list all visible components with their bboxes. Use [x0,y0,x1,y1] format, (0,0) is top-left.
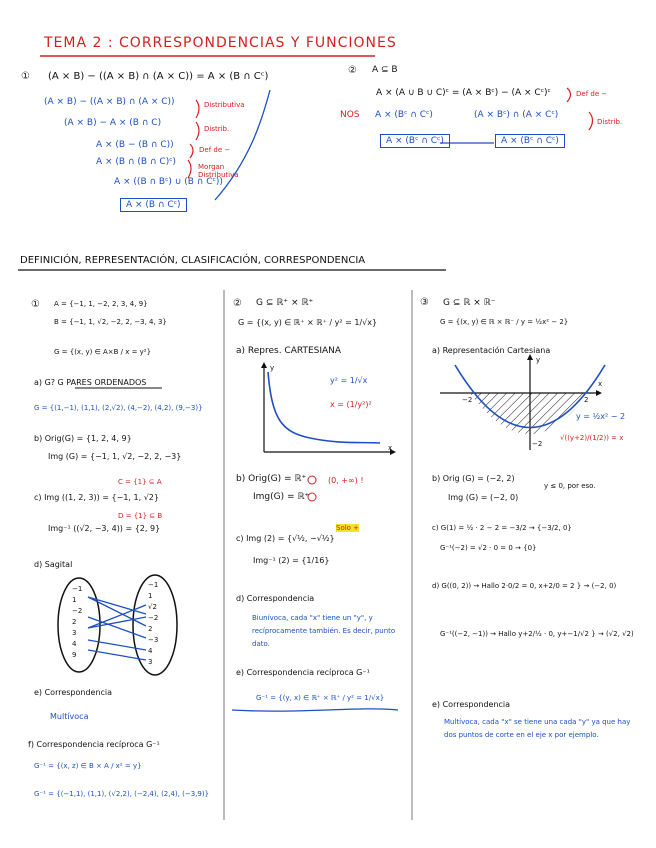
col3-curve-eq: y = ½x² − 2 [576,412,626,421]
col1-def-g: G = {(x, y) ∈ A×B / x = y²} [54,348,152,356]
sagital-left-item: 1 [72,596,77,604]
brace-distrib-ex2 [589,112,593,130]
ex1-result: A × (B ∩ Cᶜ) [120,198,187,212]
ex1-note3: Def de − [199,146,231,154]
col1-e-heading: e) Correspondencia [34,688,113,697]
col3-d-line2: G⁻¹((−2, −1)) → Hallo y+2/½ · 0, y+−1/√2 } → (√2, √2) [440,630,634,638]
col1-a-heading: a) G? G PARES ORDENADOS [34,378,147,387]
col1-set-a: A = {−1, 1, −2, 2, 3, 4, 9} [54,300,148,308]
col1-e-answer: Multívoca [50,712,89,721]
col2-curve-eq2: x = (1/y²)² [330,400,372,409]
ex1-line2: (A × B) − A × (B ∩ C) [64,118,162,128]
col2-e-heading: e) Correspondencia recíproca G⁻¹ [236,668,370,677]
col3-axis-x: x [598,380,603,388]
sagital-left-item: 4 [72,640,77,648]
sagital-left-item: −2 [72,607,83,615]
col3-number: ③ [420,297,429,308]
sagital-right-list [148,580,162,668]
ex2-right-result: A × (Bᶜ ∩ Cᶜ) [495,134,565,148]
ex1-note4: Morgan Distributiva [198,163,239,179]
col2-def-g: G = {(x, y) ∈ ℝ⁺ × ℝ⁺ / y² = 1/√x} [238,318,378,327]
col1-c-inv: Img⁻¹ ((√2, −3, 4)) = {2, 9} [48,524,161,533]
ex2-left1: A × (Bᶜ ∩ Cᶜ) [375,110,433,120]
col2-underline [232,709,398,711]
sagital-left-list [72,584,86,661]
ex1-number: ① [21,71,30,82]
sagital-left-item: −1 [72,585,83,593]
col1-b-img: Img (G) = {−1, 1, √2, −2, 2, −3} [48,452,182,461]
col2-axis-x: x [388,444,393,452]
col2-c-img: c) Img (2) = {√½, −√½} [236,534,335,543]
col3-c-line2: G⁻¹(−2) = √2 · 0 = 0 → {0} [440,544,537,552]
col2-d-answer: Biunívoca, cada "x" tiene un "y", y recíprocamente también. Es decir, punto dato. [252,614,396,648]
col3-b-orig: b) Orig (G) = (−2, 2) [432,474,515,483]
sagital-left-item: 9 [72,651,77,659]
brace-distrib [196,122,199,140]
ex2-def-note: Def de − [576,90,608,98]
col2-b-img: Img(G) = ℝ⁺ [253,492,310,502]
page-title: TEMA 2 : CORRESPONDENCIAS Y FUNCIONES [44,35,397,51]
sagital-right-item: 3 [148,658,153,666]
col1-set-b: B = {−1, 1, √2, −2, 2, −3, 4, 3} [54,318,167,326]
ex1-line5: A × ((B ∩ Bᶜ) ∪ (B ∩ Cᶜ)) [114,177,223,187]
col2-b-orig: b) Orig(G) = ℝ⁺ [236,474,307,484]
col1-c-img: c) Img ((1, 2, 3)) = {−1, 1, √2} [34,493,159,502]
ex2-distrib-note: Distrib. [597,118,623,126]
col3-c-line1: c) G(1) = ½ · 2 − 2 = −3/2 → {−3/2, 0} [432,524,572,532]
sagital-left-item: 2 [72,618,77,626]
col1-a-answer: G = {(1,−1), (1,1), (2,√2), (4,−2), (4,2), (9,−3)} [34,404,203,412]
brace-morgan [188,160,191,178]
col3-e-answer: Multívoca, cada "x" se tiene una cada "y" ya que hay dos puntos de corte en el eje x por ejemplo. [444,718,631,739]
col2-number: ② [233,298,242,309]
brace-def [190,144,193,158]
col2-axis-y: y [270,364,275,372]
section-title: DEFINICIÓN, REPRESENTACIÓN, CLASIFICACIÓN, CORRESPONDENCIA [20,255,366,266]
col3-b-img: Img (G) = (−2, 0) [448,493,519,502]
ex2-left-result: A × (Bᶜ ∩ Cᶜ) [380,134,450,148]
sagital-right-item: 4 [148,647,153,655]
col3-d-line1: d) G((0, 2)) → Hallo 2·0/2 = 0, x+2/0 = 2 } → (−2, 0) [432,582,617,590]
col3-tick-y: −2 [532,440,543,448]
sagital-right-item: −1 [148,581,159,589]
ex2-right1: (A × Bᶜ) ∩ (A × Cᶜ) [474,110,559,120]
ex2-nos: NOS [340,110,360,120]
col3-tick-2: 2 [584,396,589,404]
col1-b-orig: b) Orig(G) = {1, 2, 4, 9} [34,434,132,443]
col1-f-heading: f) Correspondencia recíproca G⁻¹ [28,740,160,749]
col1-f-line1: G⁻¹ = {(x, z) ∈ B × A / x² = y} [34,762,142,770]
ex2-hypothesis: A ⊆ B [372,65,398,75]
ex2-statement: A × (A ∪ B ∪ C)ᶜ = (A × Bᶜ) − (A × Cᶜ)ᶜ [376,88,551,98]
ex2-number: ② [348,65,357,76]
sagital-left-item: 3 [72,629,77,637]
col3-def-g: G = {(x, y) ∈ ℝ × ℝ⁻ / y = ½x² − 2} [440,318,569,326]
sagital-right-item: −3 [148,636,159,644]
sagital-right-item: √2 [148,603,157,611]
ex1-statement: (A × B) − ((A × B) ∩ (A × C)) = A × (B ∩ Cᶜ) [48,71,269,82]
col3-e-heading: e) Correspondencia [432,700,511,709]
col3-a-heading: a) Representación Cartesiana [432,346,551,355]
col2-curve-eq1: y² = 1/√x [330,376,368,385]
col1-d-heading: d) Sagital [34,560,73,569]
col3-b-note: y ≤ 0, por eso. [544,482,596,490]
sagital-right-item: 1 [148,592,153,600]
col3-set: G ⊆ ℝ × ℝ⁻ [443,298,496,308]
sagital-right-item: −2 [148,614,159,622]
col2-e-answer: G⁻¹ = {(y, x) ∈ ℝ⁺ × ℝ⁺ / y² = 1/√x} [256,694,385,702]
col1-c-note1: C = {1} ⊆ A [118,478,162,486]
col2-graph [261,362,396,455]
ex1-line3: A × (B − (B ∩ C)) [96,140,174,150]
col3-axis-y: y [536,356,541,364]
col1-c-note2: D = {1} ⊆ B [118,512,163,520]
col2-c-note: Solo + [336,524,360,532]
col2-set: G ⊆ ℝ⁺ × ℝ⁺ [256,298,314,308]
ex1-line1: (A × B) − ((A × B) ∩ (A × C)) [44,97,175,107]
col2-a-heading: a) Repres. CARTESIANA [236,346,342,356]
col3-tick-m2: −2 [462,396,473,404]
col3-curve-inverse: √((y+2)/(1/2)) = x [560,434,624,442]
ex1-line4: A × (B ∩ (B ∩ C)ᶜ) [96,157,177,167]
col2-d-heading: d) Correspondencia [236,594,315,603]
brace-def-ex2 [567,88,571,102]
ex1-note1: Distributiva [204,101,245,109]
col1-number: ① [31,299,40,310]
brace-distributiva [196,100,199,118]
col1-f-line2: G⁻¹ = {(−1,1), (1,1), (√2,2), (−2,4), (2,4), (−3,9)} [34,790,210,798]
sagital-right-item: 2 [148,625,153,633]
col2-b-note: (0, +∞) ! [328,476,364,485]
col2-c-inv: Img⁻¹ (2) = {1/16} [253,556,330,565]
ex1-note2: Distrib. [204,125,230,133]
